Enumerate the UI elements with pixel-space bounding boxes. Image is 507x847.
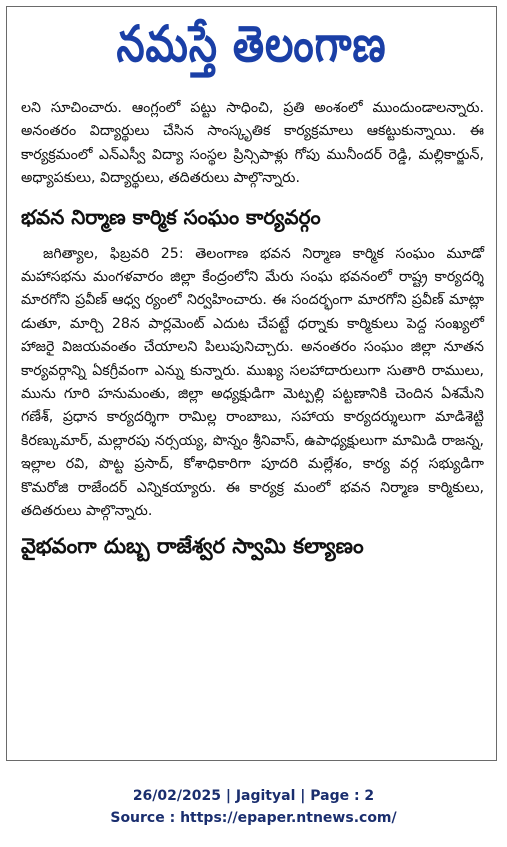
article-body: [7, 97, 496, 560]
newspaper-clipping: [6, 6, 497, 761]
intro-paragraph: లని సూచించారు. ఆంగ్లంలో పట్టు సాధించి, ప్రతి అంశంలో ముందుండాలన్నారు. అనంతరం విద్యార్థులు చేసిన సాంస్కృతిక కార్యక్రమాలు ఆకట్టుకున్నాయి. ఈ కార్యక్రమంలో ఎన్ఎస్వీ విద్యా సంస్థల ప్రిన్సిపాళ్లు గోపు మునీందర్ రెడ్డి, మల్లికార్జున్, అధ్యాపకులు, విద్యార్థులు, తదితరులు పాల్గొన్నారు.: [21, 100, 484, 187]
newspaper-logo: నమస్తే తెలంగాణ: [116, 16, 387, 74]
masthead: [7, 7, 496, 95]
article-headline: భవన నిర్మాణ కార్మిక సంఘం కార్యవర్గం: [21, 204, 321, 229]
dateline: 26/02/2025 | Jagityal | Page : 2: [132, 788, 375, 804]
next-article-headline: వైభవంగా దుబ్బ రాజేశ్వర స్వామి కల్యాణం: [21, 533, 364, 558]
article-paragraph: జగిత్యాల, ఫిబ్రవరి 25: తెలంగాణ భవన నిర్మాణ కార్మిక సంఘం మూడో మహాసభను మంగళవారం జిల్లా కేంద్రంలోని మేరు సంఘ భవనంలో రాష్ట్ర కార్యదర్శి మారగోని ప్రవీణ్ ఆధ్వ ర్యంలో నిర్వహించారు. ఈ సందర్భంగా మారగోని ప్రవీణ్ మాట్లా డుతూ, మార్చి 28న పార్లమెంట్ ఎదుట చేపట్టే ధర్నాకు కార్మికులు పెద్ద సంఖ్యలో హాజరై విజయవంతం చేయాలని పిలుపునిచ్చారు. అనంతరం సంఘం జిల్లా నూతన కార్యవర్గాన్ని ఏకగ్రీవంగా ఎన్ను కున్నారు. ముఖ్య సలహాదారులుగా సుతారి రాములు, మును గూరి హనుమంతు, జిల్లా అధ్యక్షుడిగా మెట్పల్లి పట్టణానికి చెందిన ఏశమేని గణేశ్, ప్రధాన కార్యదర్శిగా రామిల్ల రాంబాబు, సహాయ కార్యదర్శులుగా మాడిశెట్టి కిరణ్కుమార్, మల్లారపు నర్సయ్య, పొన్నం శ్రీనివాస్, ఉపాధ్యక్షులుగా మామిడి రాజన్న, ఇల్లాల రవి, పొట్ట ప్రసాద్, కోశాధికారిగా పూదరి మల్లేశం, కార్య వర్గ సభ్యుడిగా కొమరోజి రాజేందర్ ఎన్నికయ్యారు. ఈ కార్యక్ర మంలో భవన నిర్మాణ కార్మికులు, తదితరులు పాల్గొన్నారు.: [21, 245, 484, 520]
clipping-footer: [0, 785, 507, 829]
source-link[interactable]: Source : https://epaper.ntnews.com/: [110, 810, 397, 826]
